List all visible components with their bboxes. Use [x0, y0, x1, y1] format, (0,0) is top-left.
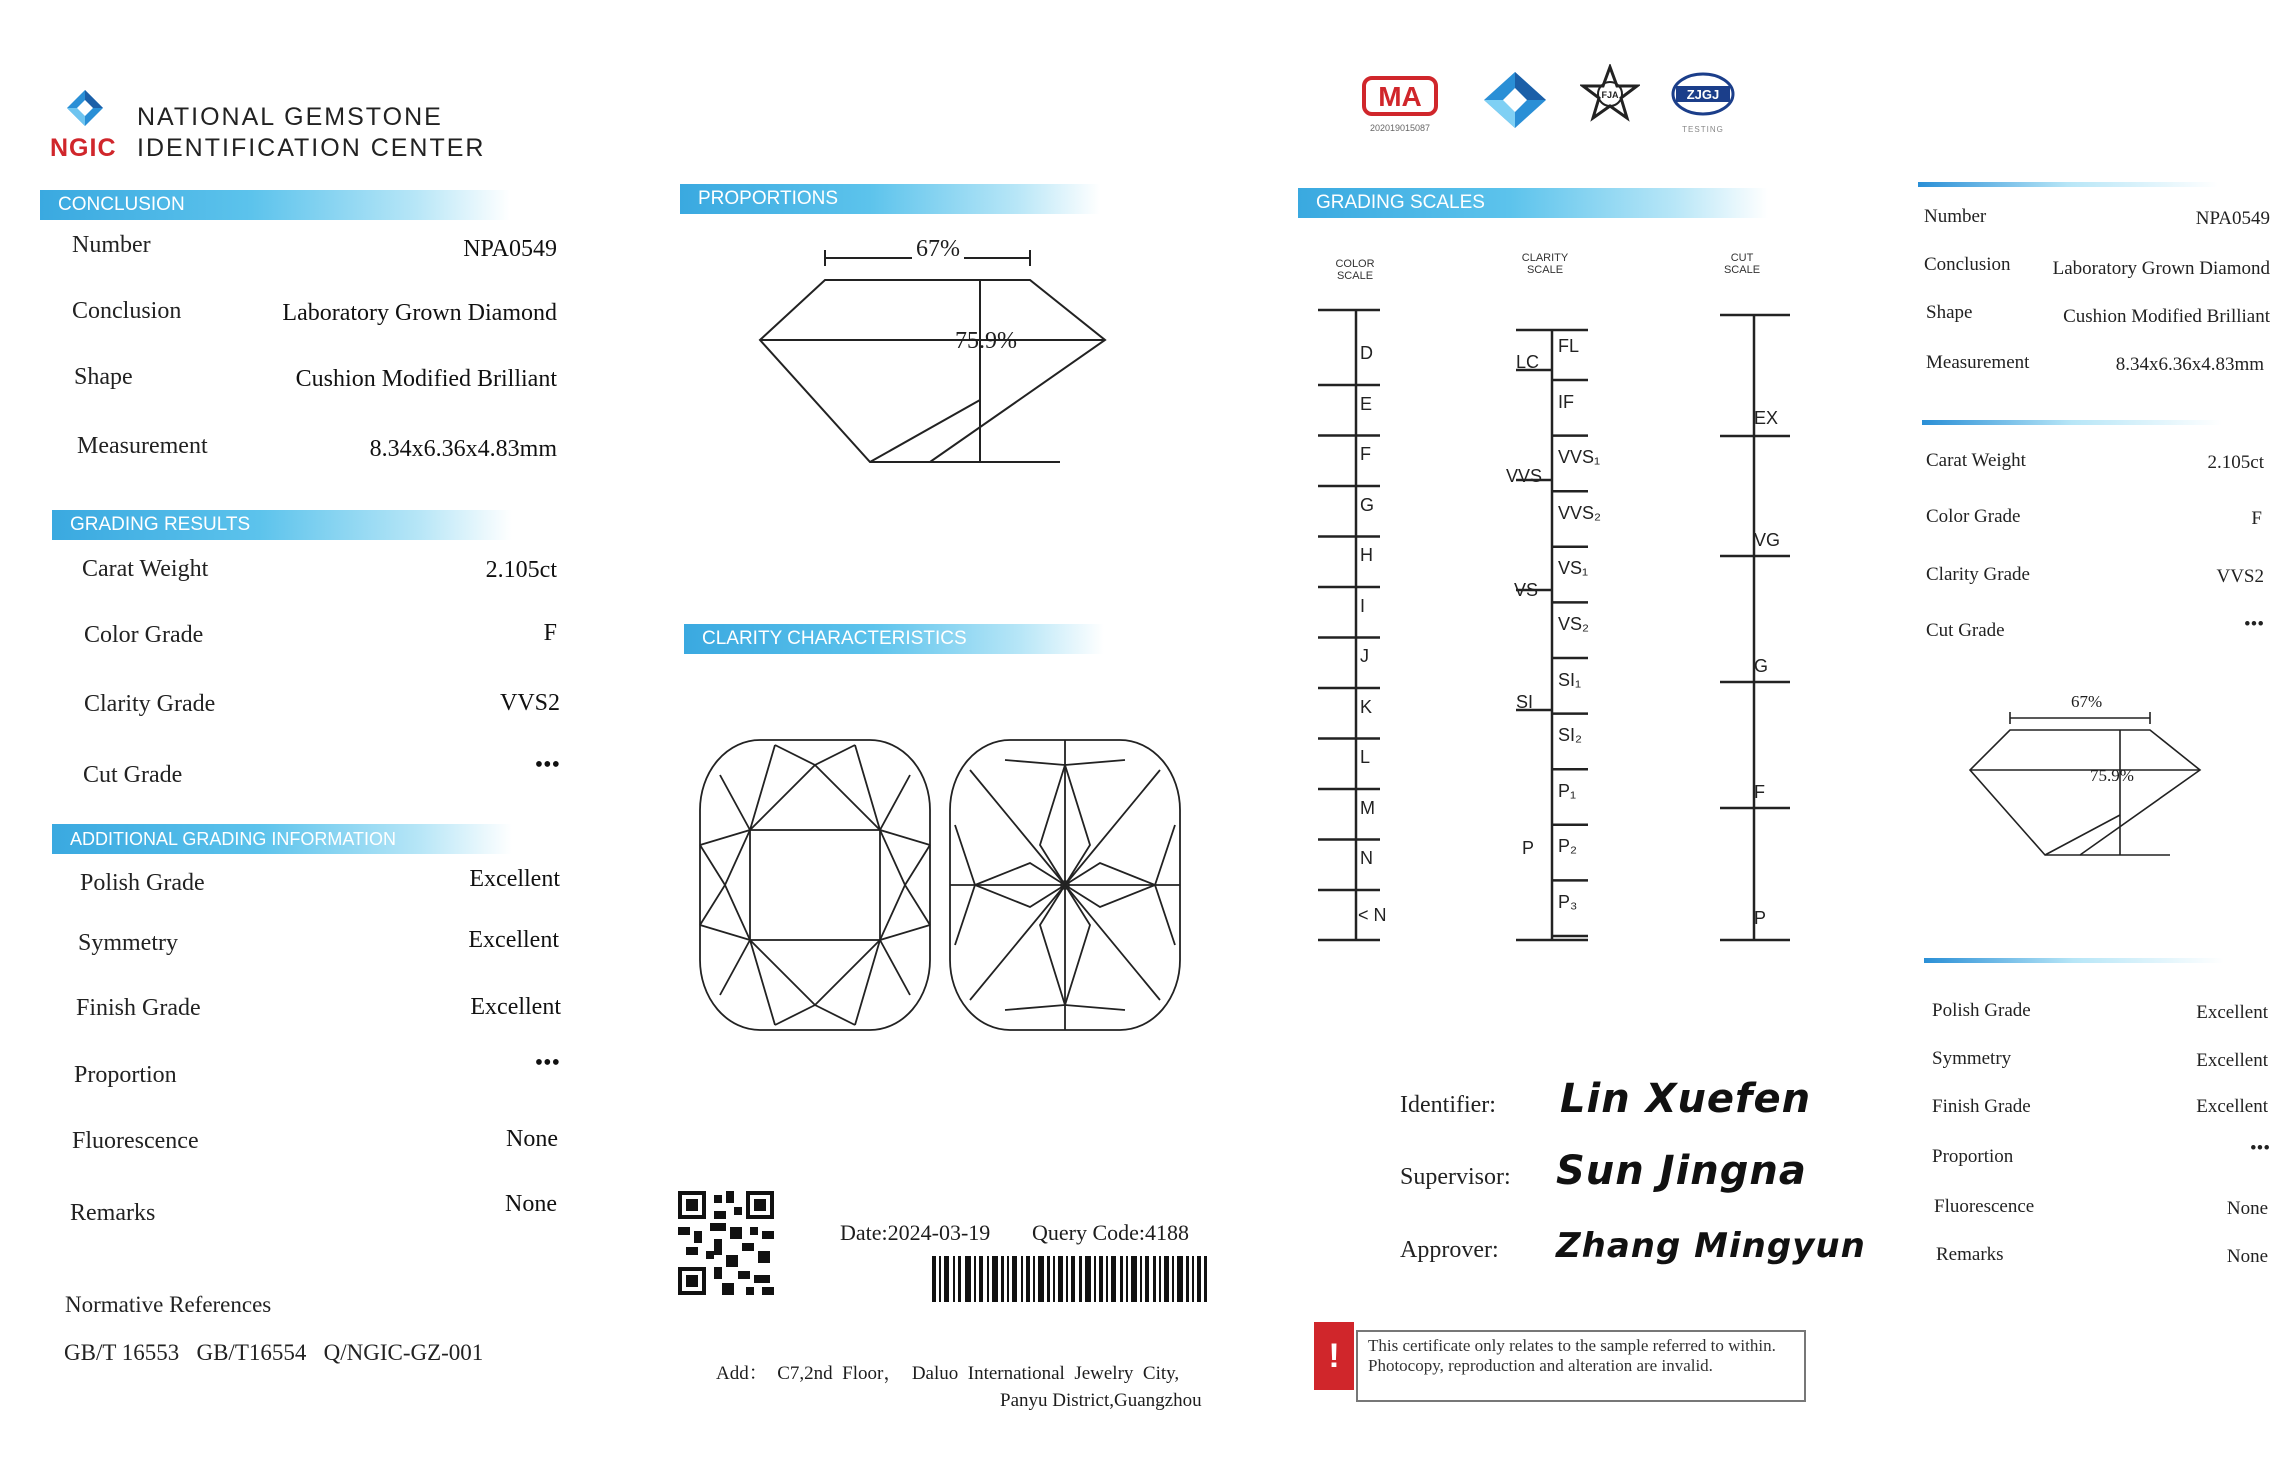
- cut-value: •••: [534, 752, 560, 778]
- ngic-diamond-icon: [55, 88, 115, 138]
- clarity-grade-label: IF: [1558, 391, 1574, 412]
- color-scale-title: COLOR SCALE: [1335, 258, 1375, 282]
- org-name-line2: IDENTIFICATION CENTER: [137, 134, 486, 162]
- depth-percent: 75.9%: [955, 328, 1017, 354]
- clarity-value: VVS2: [499, 690, 560, 716]
- normative-refs: GB/T 16553 GB/T16554 Q/NGIC-GZ-001: [64, 1340, 484, 1365]
- number-label: Number: [72, 232, 151, 258]
- summary-divider-2: [1922, 420, 2222, 425]
- clarity-grade-label: FL: [1558, 336, 1580, 356]
- shape-label: Shape: [74, 364, 133, 390]
- clarity-group-label: LC: [1516, 352, 1540, 372]
- approver-signature: Zhang Mingyun: [1556, 1226, 1866, 1266]
- number-value: NPA0549: [463, 236, 557, 262]
- proportions-ribbon: PROPORTIONS: [680, 184, 1100, 214]
- conclusion-label: Conclusion: [72, 298, 182, 324]
- summary-symmetry-label: Symmetry: [1932, 1048, 2012, 1069]
- summary-proportion-diagram: [1960, 700, 2210, 860]
- clarity-scale-title: CLARITY SCALE: [1521, 252, 1569, 276]
- cma-number: 202019015087: [1369, 123, 1431, 133]
- summary-proportion-label: Proportion: [1932, 1146, 2014, 1167]
- disclaimer: This certificate only relates to the sample referred to within. Photocopy, reproduction and alteration are invalid.: [1356, 1330, 1806, 1402]
- carat-value: 2.105ct: [485, 557, 557, 583]
- fja-mark-icon: [1580, 64, 1640, 124]
- shape-value: Cushion Modified Brilliant: [295, 366, 557, 392]
- summary-shape-value: Cushion Modified Brilliant: [2063, 306, 2270, 327]
- color-grade-label: D: [1360, 343, 1373, 363]
- clarity-grade-label: VVS₁: [1558, 447, 1601, 468]
- svg-text:ZJGJ: ZJGJ: [1686, 87, 1720, 102]
- color-grade-label: < N: [1358, 905, 1387, 925]
- symmetry-value: Excellent: [468, 927, 559, 953]
- supervisor-label: Supervisor:: [1400, 1164, 1511, 1190]
- cut-scale-title: CUT SCALE: [1723, 252, 1761, 276]
- color-grade-label: E: [1360, 393, 1373, 414]
- summary-cut-value: •••: [2244, 614, 2264, 635]
- summary-polish-label: Polish Grade: [1932, 1000, 2031, 1021]
- polish-label: Polish Grade: [80, 870, 205, 896]
- summary-carat-value: 2.105ct: [2207, 452, 2264, 473]
- address-line1: Add： C7,2nd Floor， Daluo International Jewelry City,: [716, 1363, 1180, 1384]
- clarity-grade-label: SI₂: [1558, 725, 1582, 746]
- cut-grade-label: P: [1754, 908, 1767, 928]
- color-grade-label: F: [1360, 444, 1371, 464]
- qr-code[interactable]: [678, 1190, 774, 1296]
- clarity-plot-crown: [695, 735, 935, 1035]
- clarity-grade-label: VS₁: [1558, 558, 1589, 579]
- remarks-label: Remarks: [70, 1200, 156, 1226]
- clarity-grade-label: P₁: [1558, 780, 1577, 801]
- zjgj-mark: [1668, 70, 1738, 135]
- finish-value: Excellent: [470, 994, 561, 1020]
- remarks-value: None: [505, 1191, 557, 1217]
- grading-scales-ribbon: GRADING SCALES: [1298, 188, 1768, 218]
- summary-remarks-value: None: [2226, 1246, 2268, 1267]
- color-grade-label: L: [1360, 747, 1371, 767]
- summary-polish-value: Excellent: [2196, 1002, 2268, 1023]
- clarity-characteristics-ribbon: CLARITY CHARACTERISTICS: [684, 624, 1104, 654]
- address-line2: Panyu District,Guangzhou: [1000, 1390, 1202, 1411]
- normative-title: Normative References: [65, 1292, 272, 1317]
- clarity-group-label: VVS: [1506, 466, 1543, 486]
- color-grade-label: G: [1360, 494, 1375, 515]
- summary-conclusion-value: Laboratory Grown Diamond: [2052, 258, 2270, 279]
- color-grade-label: M: [1360, 797, 1375, 818]
- fluorescence-value: None: [506, 1126, 558, 1152]
- summary-divider-3: [1924, 958, 2224, 963]
- summary-measurement-label: Measurement: [1926, 352, 2030, 373]
- org-name-line1: NATIONAL GEMSTONE: [137, 103, 443, 131]
- conclusion-value: Laboratory Grown Diamond: [282, 300, 557, 326]
- clarity-grade-label: SI₁: [1558, 669, 1582, 690]
- org-short-name: NGIC: [50, 134, 117, 162]
- barcode: [932, 1256, 1207, 1302]
- table-percent: 67%: [912, 236, 964, 263]
- color-grade-label: I: [1360, 595, 1366, 616]
- proportion-label: Proportion: [74, 1062, 177, 1088]
- proportion-value: •••: [534, 1050, 560, 1076]
- summary-table-percent: 67%: [2068, 692, 2105, 712]
- summary-clarity-value: VVS2: [2216, 566, 2264, 587]
- finish-label: Finish Grade: [76, 995, 201, 1021]
- color-grade-label: N: [1360, 848, 1373, 868]
- summary-color-value: F: [2251, 508, 2262, 529]
- clarity-label: Clarity Grade: [84, 691, 216, 717]
- clarity-grade-label: VS₂: [1558, 614, 1589, 634]
- supervisor-signature: Sun Jingna: [1556, 1148, 1807, 1194]
- cut-grade-label: VG: [1754, 530, 1781, 550]
- summary-number-value: NPA0549: [2195, 208, 2270, 229]
- measurement-label: Measurement: [77, 433, 208, 459]
- ngic-mark-icon: [1480, 70, 1550, 130]
- approver-label: Approver:: [1400, 1237, 1499, 1263]
- color-value: F: [543, 620, 557, 646]
- diamond-profile: [760, 280, 1105, 462]
- fluorescence-label: Fluorescence: [72, 1128, 199, 1154]
- summary-symmetry-value: Excellent: [2196, 1050, 2268, 1071]
- identifier-signature: Lin Xuefen: [1560, 1076, 1812, 1122]
- summary-depth-percent: 75.9%: [2090, 766, 2134, 785]
- summary-finish-label: Finish Grade: [1932, 1096, 2031, 1117]
- clarity-group-label: P: [1522, 838, 1535, 858]
- cut-grade-label: F: [1754, 782, 1765, 802]
- polish-value: Excellent: [469, 866, 560, 892]
- color-grade-label: K: [1360, 696, 1373, 717]
- warning-icon: !: [1314, 1322, 1354, 1390]
- clarity-plot-pavilion: [945, 735, 1185, 1035]
- summary-fluorescence-value: None: [2226, 1198, 2268, 1219]
- cut-grade-label: G: [1754, 656, 1769, 676]
- clarity-group-label: VS: [1514, 580, 1539, 600]
- proportion-diagram: [740, 230, 1120, 470]
- summary-remarks-label: Remarks: [1936, 1244, 2004, 1265]
- measurement-value: 8.34x6.36x4.83mm: [369, 436, 557, 462]
- summary-proportion-value: •••: [2250, 1138, 2270, 1159]
- grading-results-ribbon: GRADING RESULTS: [52, 510, 512, 540]
- clarity-grade-label: VVS₂: [1558, 502, 1602, 523]
- summary-number-label: Number: [1924, 206, 1987, 227]
- identifier-label: Identifier:: [1400, 1092, 1496, 1118]
- ngic-logo: [55, 88, 115, 138]
- date-text: Date:2024-03-19: [840, 1220, 991, 1245]
- svg-text:MA: MA: [1378, 81, 1422, 112]
- cut-label: Cut Grade: [83, 762, 183, 788]
- additional-info-ribbon: ADDITIONAL GRADING INFORMATION: [52, 824, 512, 854]
- zjgj-caption: TESTING: [1682, 125, 1724, 134]
- cma-logo-icon: [1360, 74, 1440, 118]
- summary-finish-value: Excellent: [2196, 1096, 2268, 1117]
- color-grade-label: J: [1360, 646, 1369, 666]
- carat-label: Carat Weight: [82, 556, 209, 582]
- summary-conclusion-label: Conclusion: [1924, 254, 2011, 275]
- color-label: Color Grade: [84, 622, 204, 648]
- conclusion-ribbon: CONCLUSION: [40, 190, 510, 220]
- clarity-grade-label: P₂: [1558, 836, 1577, 857]
- clarity-group-label: SI: [1516, 692, 1534, 712]
- summary-carat-label: Carat Weight: [1926, 450, 2026, 471]
- cma-mark: [1360, 74, 1440, 134]
- summary-measurement-value: 8.34x6.36x4.83mm: [2115, 354, 2264, 375]
- color-grade-label: H: [1360, 545, 1373, 565]
- summary-shape-label: Shape: [1926, 302, 1973, 323]
- svg-text:FJA: FJA: [1601, 90, 1619, 100]
- symmetry-label: Symmetry: [78, 930, 178, 956]
- summary-divider-1: [1918, 182, 2218, 187]
- summary-cut-label: Cut Grade: [1926, 620, 2005, 641]
- summary-clarity-label: Clarity Grade: [1926, 564, 2030, 585]
- cut-grade-label: EX: [1754, 408, 1779, 428]
- summary-fluorescence-label: Fluorescence: [1934, 1196, 2035, 1217]
- clarity-grade-label: P₃: [1558, 892, 1578, 912]
- query-code: Query Code:4188: [1032, 1220, 1190, 1245]
- summary-color-label: Color Grade: [1926, 506, 2021, 527]
- zjgj-logo-icon: [1668, 70, 1738, 120]
